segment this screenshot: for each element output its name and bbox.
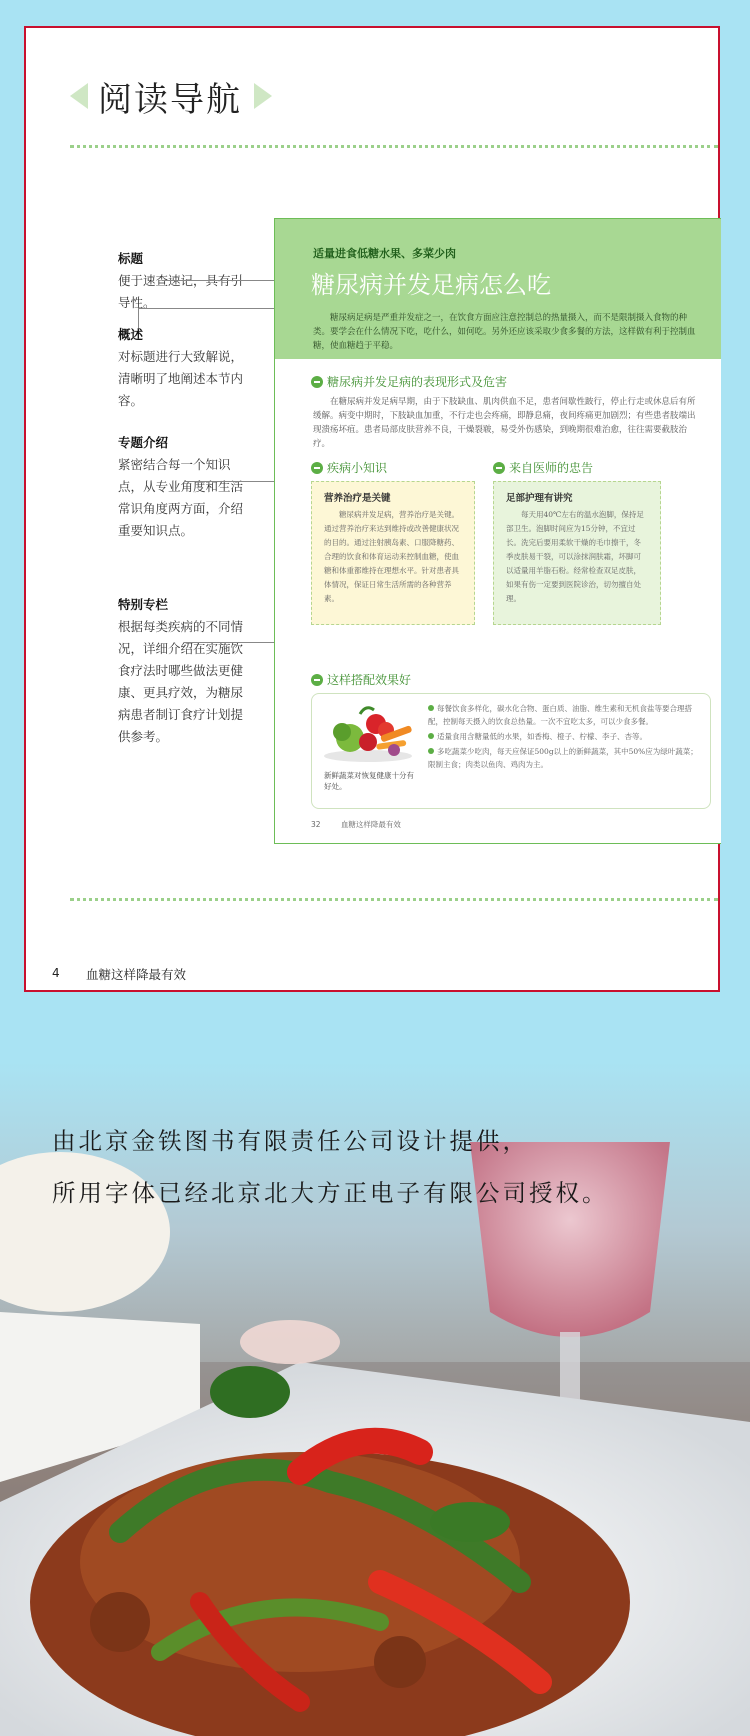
bullet-icon <box>428 748 434 754</box>
sample-book-title: 血糖这样降最有效 <box>340 820 401 829</box>
nav-title <box>70 68 272 124</box>
combo-item <box>428 745 702 771</box>
combo-heading <box>311 671 411 688</box>
sample-title: 糖尿病并发足病怎么吃 <box>311 271 551 299</box>
annotation-text: 根据每类疾病的不同情况，详细介绍在实施饮食疗法时哪些做法更健康、更具疗效，为糖尿病患者制订食疗计划提供参考。 <box>118 619 244 744</box>
advice-heading <box>493 459 593 476</box>
sample-page <box>274 218 721 844</box>
combo-item-text: 每餐饮食多样化，碳水化合物、蛋白质、油脂、维生素和无机食盐等要合理搭配，控制每天摄入的饮食总热量。一次不宜吃太多，可以少食多餐。 <box>428 704 692 726</box>
combo-item <box>428 702 702 728</box>
sample-section-label: 糖尿病并发足病的表现形式及危害 <box>327 375 508 389</box>
credit-line-1: 由北京金铁图书有限责任公司设计提供， <box>52 1127 529 1155</box>
check-circle-icon <box>311 674 323 686</box>
sample-page-number: 32 <box>311 820 321 829</box>
combo-item-text: 适量食用含糖量低的水果，如香梅、橙子、柠檬、李子、杏等。 <box>437 732 647 741</box>
sample-kicker: 适量进食低糖水果、多菜少肉 <box>313 247 456 260</box>
annotation-text: 便于速查速记，具有引导性。 <box>118 273 244 310</box>
combo-item-text: 多吃蔬菜少吃肉，每天应保证500g以上的新鲜蔬菜，其中50%应为绿叶蔬菜；限制主食；肉类以鱼肉、鸡肉为主。 <box>428 747 698 769</box>
annotation-heading: 标题 <box>118 251 144 266</box>
smile-circle-icon <box>493 462 505 474</box>
sample-header <box>275 219 721 359</box>
combo-item <box>428 730 702 743</box>
combo-caption: 新鲜蔬菜对恢复健康十分有好处。 <box>324 771 414 791</box>
dotted-divider-top <box>70 145 718 148</box>
plus-circle-icon <box>311 376 323 388</box>
guide-page <box>24 26 720 992</box>
sample-intro: 糖尿病足病是严重并发症之一，在饮食方面应注意控制总的热量摄入，而不是限制摄入食物的种类。要学会在什么情况下吃，吃什么，如何吃。另外还应该采取少食多餐的方法，这样做有利于控制血糖，使血糖趋于平稳。 <box>313 313 696 351</box>
annotation-overview <box>118 324 248 412</box>
advice-box-text: 每天用40℃左右的温水泡脚，保持足部卫生。泡脚时间应为15分钟，不宜过长。洗完后要用柔软干燥的毛巾擦干，冬季皮肤易干裂，可以涂抹润肤霜，坏脚可以适量用羊脂石粉。经常检查双足皮肤，如果有伤一定要到医院诊治，切勿擅自处理。 <box>506 510 644 603</box>
annotation-text: 对标题进行大致解说，清晰明了地阐述本节内容。 <box>118 349 244 408</box>
tip-box <box>311 481 475 625</box>
annotation-title <box>118 248 248 314</box>
tips-heading-label: 疾病小知识 <box>327 461 388 475</box>
sample-footer <box>311 819 419 830</box>
dotted-divider-bottom <box>70 898 718 901</box>
book-title: 血糖这样降最有效 <box>86 967 187 982</box>
credit-line-2: 所用字体已经北京北大方正电子有限公司授权。 <box>52 1179 609 1207</box>
tip-box-title: 营养治疗是关键 <box>324 493 391 504</box>
smile-circle-icon <box>311 462 323 474</box>
combo-heading-label: 这样搭配效果好 <box>327 673 412 687</box>
sample-section-text: 在糖尿病并发足病早期，由于下肢缺血、肌肉供血不足，患者间歇性跛行，停止行走或休息后有所缓解。病变中期时，下肢缺血加重，不行走也会疼痛，即静息痛，夜间疼痛更加剧烈；有些患者肢端出现溃疡坏疽。患者局部皮肤营养不良，干燥裂皲，易受外伤感染，到晚期很难治愈，往往需要截肢治疗。 <box>313 397 696 449</box>
sample-section-heading <box>311 373 507 390</box>
nav-title-text: 阅读导航 <box>98 79 242 120</box>
bullet-icon <box>428 733 434 739</box>
vegetables-image <box>320 702 416 764</box>
food-photo <box>0 1062 750 1736</box>
annotation-heading: 特别专栏 <box>118 597 169 612</box>
connector-line <box>138 308 139 328</box>
page-number: 4 <box>52 966 60 980</box>
tips-heading <box>311 459 387 476</box>
advice-heading-label: 来自医师的忠告 <box>509 461 594 475</box>
left-triangle-icon <box>70 83 88 109</box>
tip-box-text: 糖尿病并发足病，营养治疗是关键。通过营养治疗来达到维持或改善健康状况的目的。通过注射胰岛素、口服降糖药、合理的饮食和体育运动来控制血糖，使血糖和体重都维持在理想水平。针对患者具体情况，保证日常生活所需的各种营养素。 <box>324 510 459 603</box>
annotation-heading: 概述 <box>118 327 144 342</box>
combo-box <box>311 693 711 809</box>
combo-list <box>428 702 702 773</box>
annotation-text: 紧密结合每一个知识点，从专业角度和生活常识角度两方面，介绍重要知识点。 <box>118 457 244 538</box>
advice-box-title: 足部护理有讲究 <box>506 493 573 504</box>
advice-box <box>493 481 661 625</box>
annotation-heading: 专题介绍 <box>118 435 169 450</box>
bullet-icon <box>428 705 434 711</box>
annotation-topic <box>118 432 248 542</box>
annotation-special <box>118 594 248 748</box>
right-triangle-icon <box>254 83 272 109</box>
